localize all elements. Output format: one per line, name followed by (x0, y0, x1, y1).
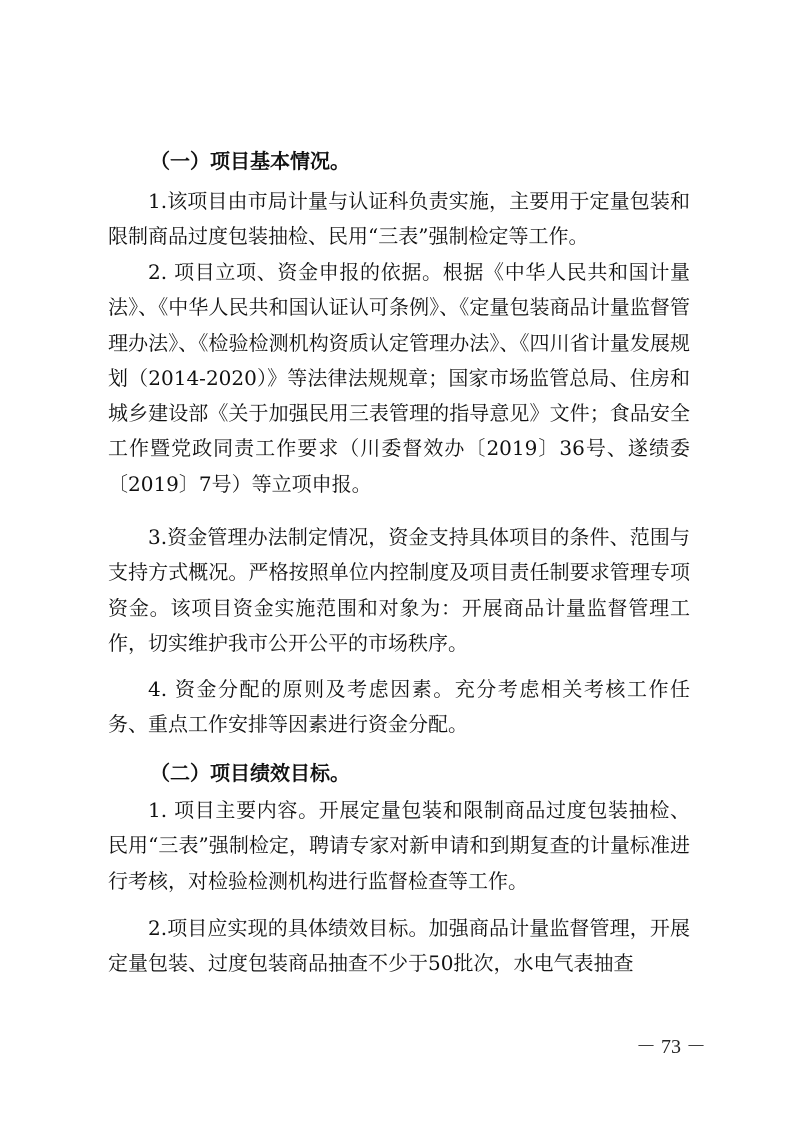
paragraph-fund-management: 3.资金管理办法制定情况，资金支持具体项目的条件、范围与支持方式概况。严格按照单位内控制度及项目责任制要求管理专项资金。该项目资金实施范围和对象为：开展商品计量监督管理工作，切实维护我市公开公平的市场秩序。 (108, 525, 690, 655)
section-heading-performance-goals: （二）项目绩效目标。 (150, 761, 350, 785)
page-number: － 73 － (636, 1036, 706, 1058)
paragraph-fund-allocation: 4. 资金分配的原则及考虑因素。充分考虑相关考核工作任务、重点工作安排等因素进行资金分配。 (108, 677, 690, 737)
paragraph-implementation: 1.该项目由市局计量与认证科负责实施，主要用于定量包装和限制商品过度包装抽检、民用“三表”强制检定等工作。 (108, 189, 690, 249)
paragraph-legal-basis: 2. 项目立项、资金申报的依据。根据《中华人民共和国计量法》、《中华人民共和国认证认可条例》、《定量包装商品计量监督管理办法》、《检验检测机构资质认定管理办法》、《四川省计量发展规划（2014-2020）》等法律法规规章；国家市场监管总局、住房和城乡建设部《关于加强民用三表管理的指导意见》文件；食品安全工作暨党政同责工作要求（川委督效办〔2019〕36号、遂绩委〔2019〕7号）等立项申报。 (108, 260, 690, 496)
paragraph-specific-goals: 2.项目应实现的具体绩效目标。加强商品计量监督管理，开展定量包装、过度包装商品抽查不少于50批次，水电气表抽查 (108, 916, 690, 976)
paragraph-main-content: 1. 项目主要内容。开展定量包装和限制商品过度包装抽检、民用“三表”强制检定，聘请专家对新申请和到期复查的计量标准进行考核，对检验检测机构进行监督检查等工作。 (108, 798, 690, 893)
section-heading-basic-info: （一）项目基本情况。 (150, 149, 350, 173)
